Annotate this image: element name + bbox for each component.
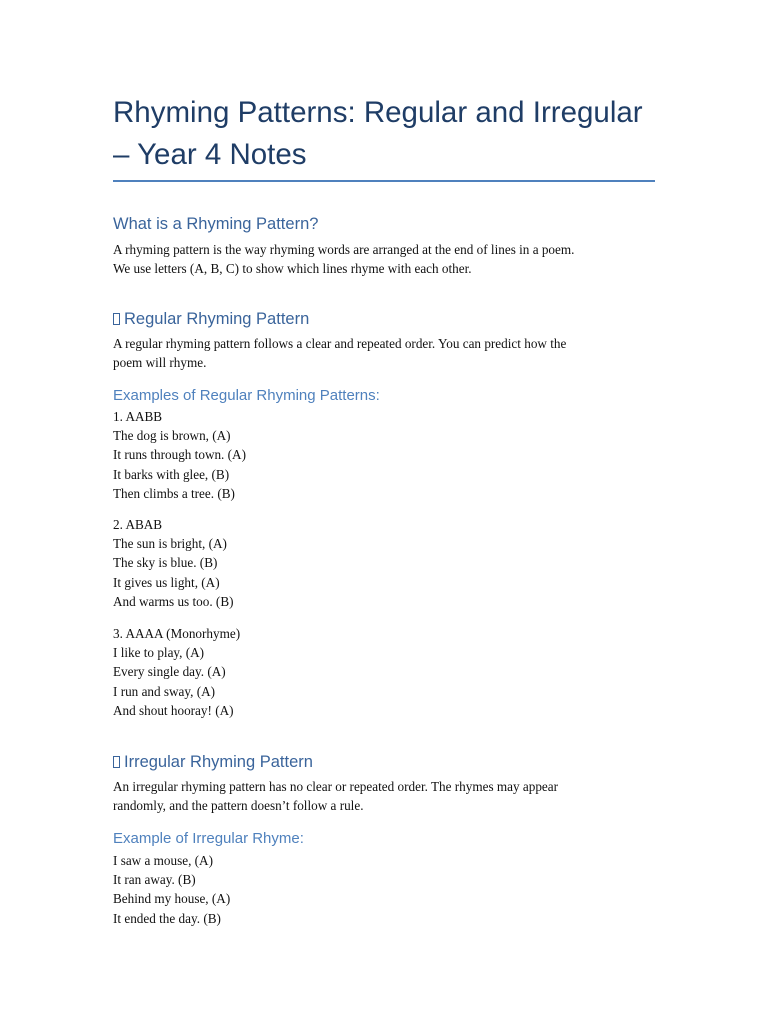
poem-line: Behind my house, (A) bbox=[113, 891, 231, 907]
poem-line: I run and sway, (A) bbox=[113, 683, 216, 699]
example-aaaa bbox=[113, 624, 240, 720]
poem-line: It gives us light, (A) bbox=[113, 574, 220, 590]
paragraph-line: A regular rhyming pattern follows a clear and repeated order. You can predict how the bbox=[113, 336, 567, 351]
document-page bbox=[113, 92, 655, 926]
title-underline bbox=[113, 180, 655, 182]
poem-line: And warms us too. (B) bbox=[113, 593, 234, 609]
example-irregular bbox=[113, 851, 230, 928]
poem-line: It ended the day. (B) bbox=[113, 910, 221, 926]
poem-line: I saw a mouse, (A) bbox=[113, 853, 213, 868]
poem-line: And shout hooray! (A) bbox=[113, 702, 234, 718]
poem-line: The dog is brown, (A) bbox=[113, 428, 231, 444]
subsection-regular-examples bbox=[113, 386, 380, 406]
poem-line: It runs through town. (A) bbox=[113, 447, 246, 463]
section-heading-what: What is a Rhyming Pattern? bbox=[113, 215, 319, 233]
section-heading-regular-text: Regular Rhyming Pattern bbox=[124, 310, 310, 328]
subsection-irregular-example bbox=[113, 829, 304, 849]
poem-line: It ran away. (B) bbox=[113, 872, 196, 888]
poem-line: The sun is bright, (A) bbox=[113, 536, 227, 552]
section-irregular bbox=[113, 751, 558, 815]
section-regular bbox=[113, 308, 566, 372]
subsection-heading-irregular-example: Example of Irregular Rhyme: bbox=[113, 830, 304, 847]
missing-glyph-icon bbox=[113, 756, 120, 768]
paragraph-line: poem will rhyme. bbox=[113, 355, 207, 371]
example-aabb bbox=[113, 407, 246, 503]
poem-line: I like to play, (A) bbox=[113, 645, 205, 661]
section-what bbox=[113, 213, 574, 278]
missing-glyph-icon bbox=[113, 313, 120, 325]
poem-line: Every single day. (A) bbox=[113, 664, 226, 680]
example-label: 3. AAAA (Monorhyme) bbox=[113, 626, 241, 641]
section-heading-regular bbox=[113, 308, 566, 330]
example-label: 1. AABB bbox=[113, 409, 163, 424]
subsection-heading-regular-examples: Examples of Regular Rhyming Patterns: bbox=[113, 387, 380, 404]
paragraph-line: An irregular rhyming pattern has no clear or repeated order. The rhymes may appear bbox=[113, 779, 559, 794]
paragraph-line: randomly, and the pattern doesn’t follow a rule. bbox=[113, 798, 364, 814]
section-heading-irregular-text: Irregular Rhyming Pattern bbox=[124, 753, 313, 771]
poem-line: It barks with glee, (B) bbox=[113, 466, 230, 482]
paragraph-line: We use letters (A, B, C) to show which lines rhyme with each other. bbox=[113, 261, 472, 277]
section-heading-irregular bbox=[113, 751, 558, 773]
example-abab bbox=[113, 515, 234, 611]
paragraph-line: A rhyming pattern is the way rhyming words are arranged at the end of lines in a poem. bbox=[113, 242, 575, 257]
document-title: Rhyming Patterns: Regular and Irregular – Year 4 Notes bbox=[113, 96, 643, 171]
poem-line: Then climbs a tree. (B) bbox=[113, 485, 235, 501]
example-label: 2. ABAB bbox=[113, 517, 163, 532]
poem-line: The sky is blue. (B) bbox=[113, 555, 218, 571]
